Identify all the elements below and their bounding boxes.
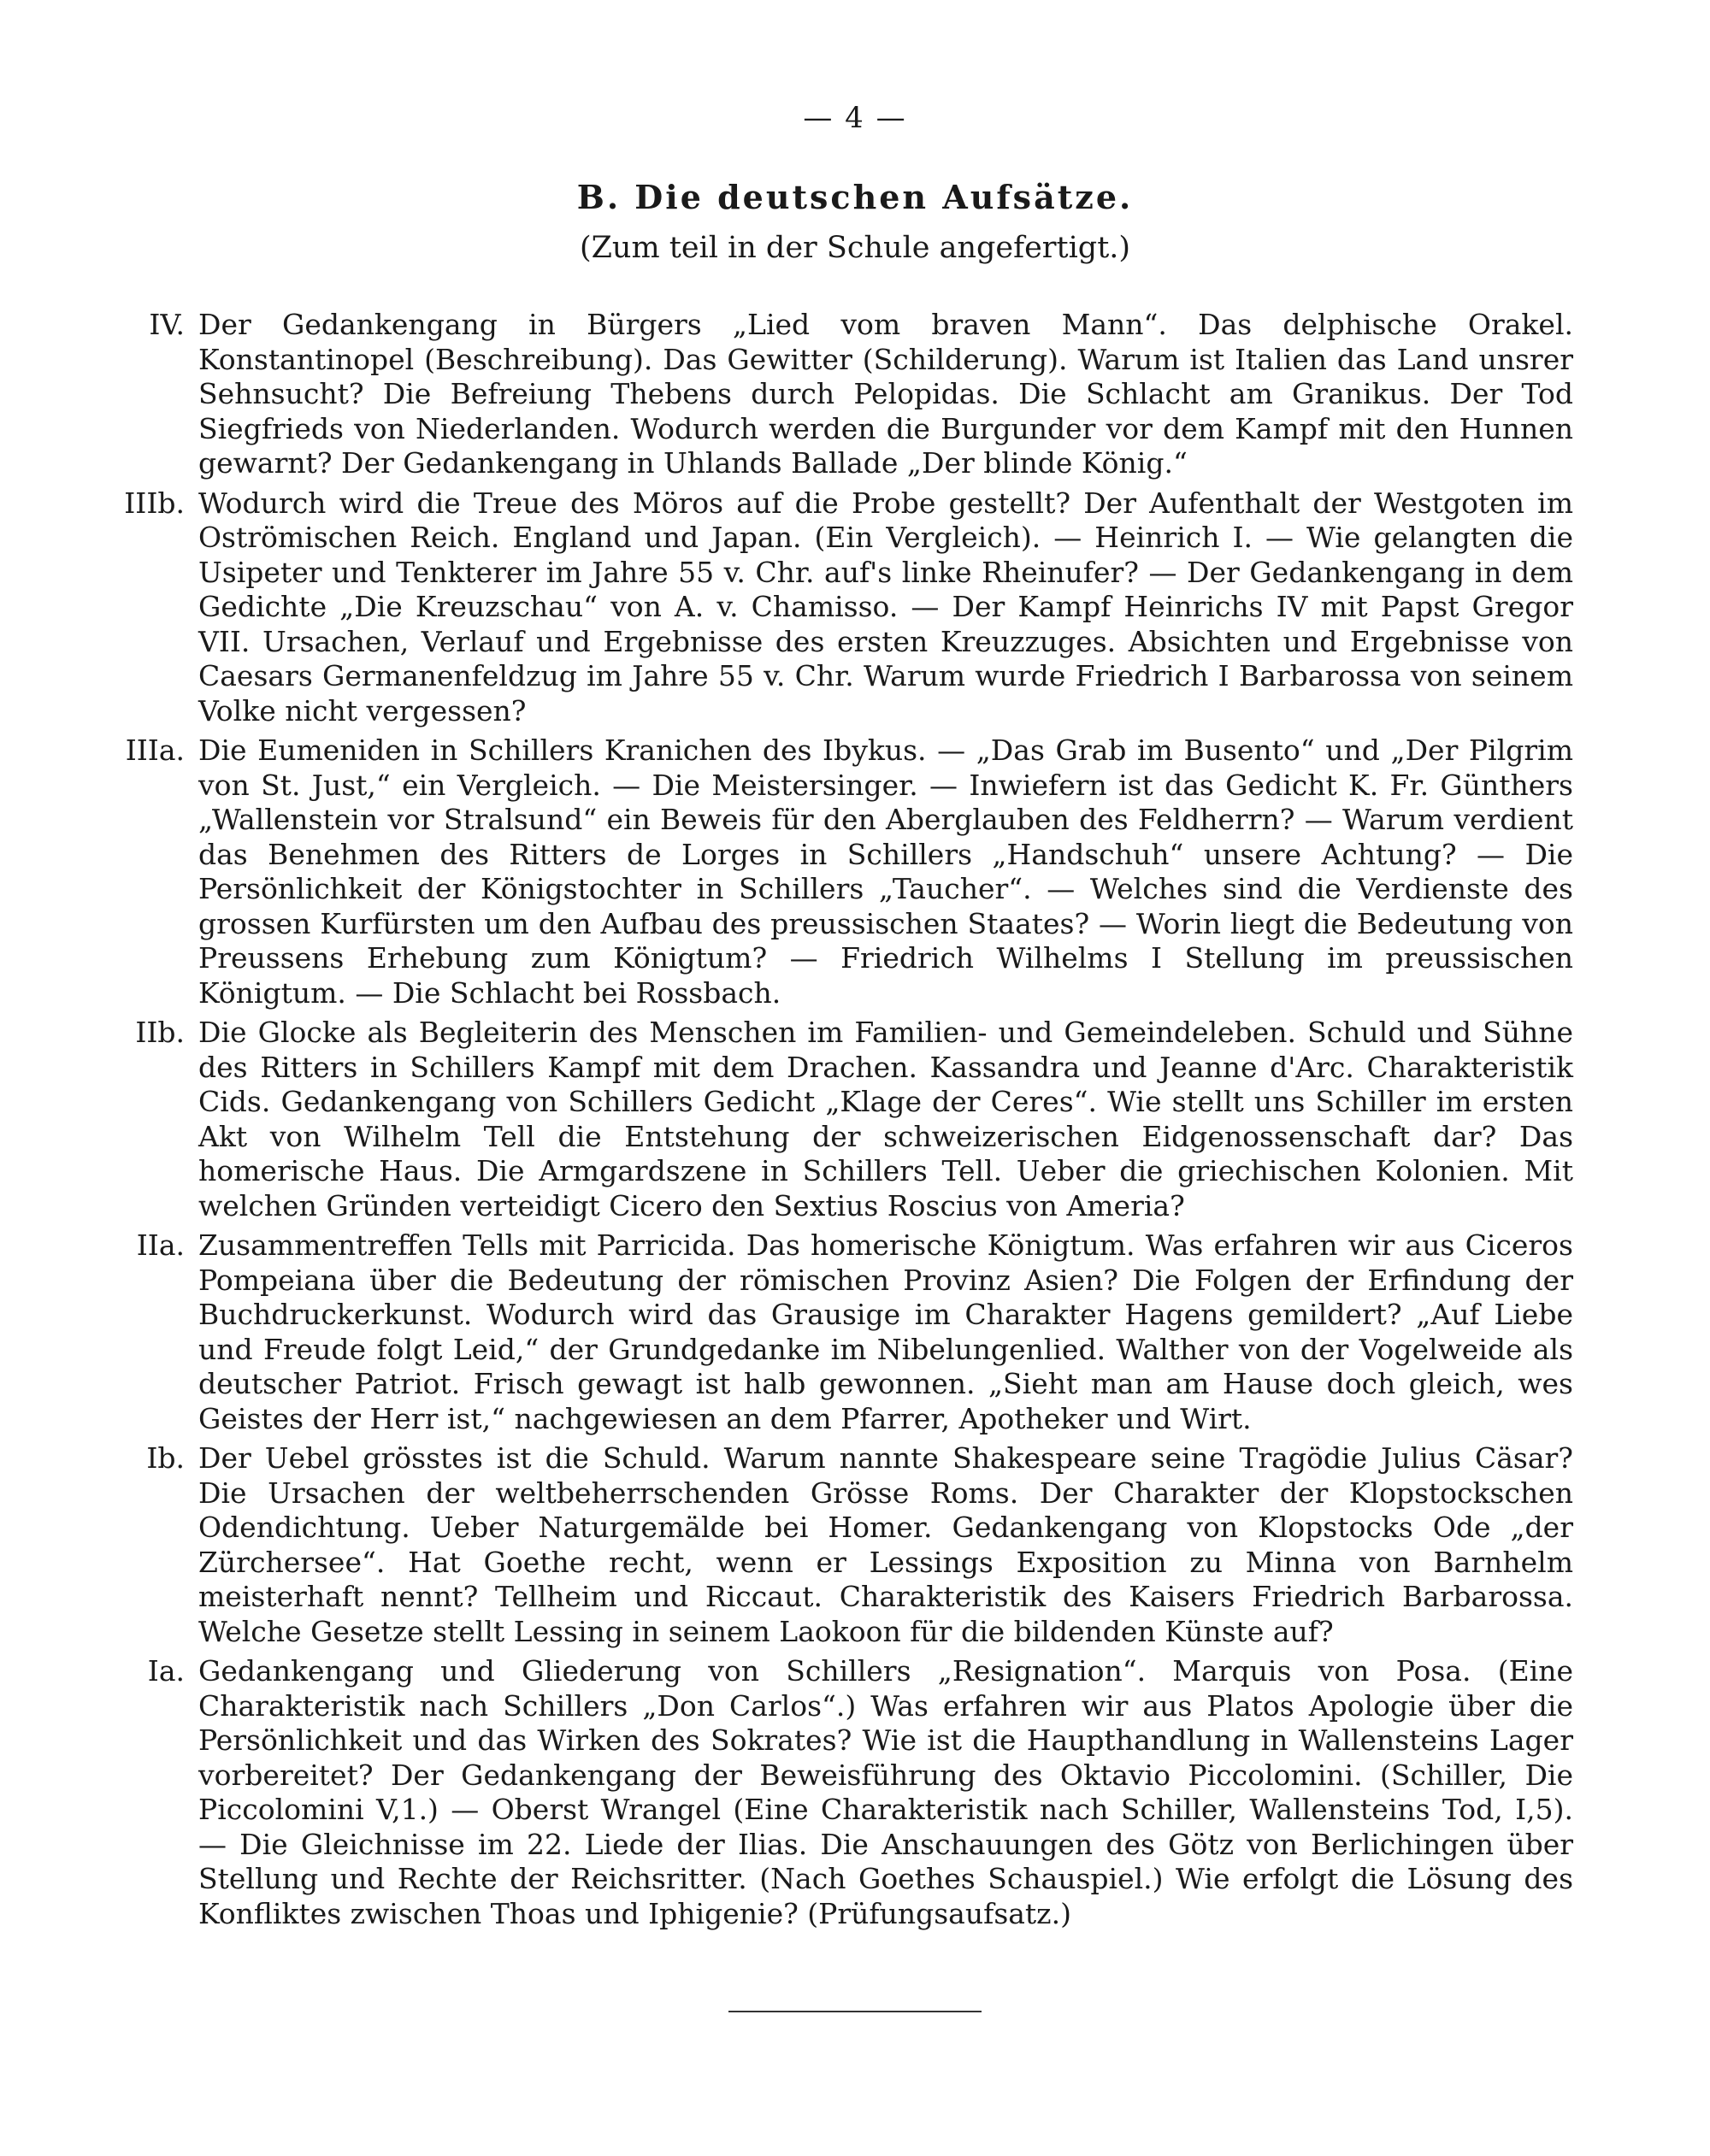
topics-text: Die Eumeniden in Schillers Kranichen des Ibykus. — „Das Grab im Busento“ und „Der Pilgrim von St. Just,“ ein Vergleich. — Die Meistersinger. — Inwiefern ist das Gedicht K. Fr. Günthers „Wallenstein vor Stralsund“ ein Beweis für den Aberglauben des Feldherrn? — Warum verdient das Benehmen des Ritters de Lorges in Schillers „Handschuh“ unsere Achtung? — Die Persönlichkeit der Königstochter in Schillers „Taucher“. — Welches sind die Verdienste des grossen Kurfürsten um den Aufbau des preussischen Staates? — Worin liegt die Bedeutung von Preussens Erhebung zum Königtum? — Friedrich Wilhelms I Stellung im preussischen Königtum. — Die Schlacht bei Rossbach. bbox=[198, 733, 1573, 1010]
list-item-class-iiib bbox=[103, 486, 1573, 729]
topics-text: Der Uebel grösstes ist die Schuld. Warum nannte Shakespeare seine Tragödie Julius Cäsar? Die Ursachen der weltbeherrschenden Grösse Roms. Der Charakter der Klopstockschen Odendichtung. Ueber Naturgemälde bei Homer. Gedankengang von Klopstocks Ode „der Zürchersee“. Hat Goethe recht, wenn er Lessings Exposition zu Minna von Barnhelm meisterhaft nennt? Tellheim und Riccaut. Charakteristik des Kaisers Friedrich Barbarossa. Welche Gesetze stellt Lessing in seinem Laokoon für die bildenden Künste auf? bbox=[198, 1441, 1573, 1648]
page-number: — 4 — bbox=[803, 101, 907, 135]
class-label: Ib. bbox=[146, 1441, 185, 1475]
class-label: IIIb. bbox=[124, 486, 185, 520]
essay-topics-list bbox=[103, 308, 1573, 1936]
topics-text: Wodurch wird die Treue des Möros auf die Probe gestellt? Der Aufenthalt der Westgoten im Oströmischen Reich. England und Japan. (Ein Vergleich). — Heinrich I. — Wie gelangten die Usipeter und Tenkterer im Jahre 55 v. Chr. auf's linke Rheinufer? — Der Gedankengang in dem Gedichte „Die Kreuzschau“ von A. v. Chamisso. — Der Kampf Heinrichs IV mit Papst Gregor VII. Ursachen, Verlauf und Ergebnisse des ersten Kreuzzuges. Absichten und Ergebnisse von Caesars Germanenfeldzug im Jahre 55 v. Chr. Warum wurde Friedrich I Barbarossa von seinem Volke nicht vergessen? bbox=[198, 486, 1573, 728]
list-item-class-iia bbox=[103, 1228, 1573, 1436]
section-subtitle: (Zum teil in der Schule angefertigt.) bbox=[579, 231, 1131, 265]
list-item-class-iv bbox=[103, 308, 1573, 481]
class-label: IIb. bbox=[135, 1016, 185, 1049]
list-item-class-iiia bbox=[103, 733, 1573, 1010]
section-divider bbox=[728, 2011, 982, 2012]
list-item-class-ib bbox=[103, 1441, 1573, 1649]
topics-text: Gedankengang und Gliederung von Schillers „Resignation“. Marquis von Posa. (Eine Charakteristik nach Schillers „Don Carlos“.) Was erfahren wir aus Platos Apologie über die Persönlichkeit und das Wirken des Sokrates? Wie ist die Haupthandlung in Wallensteins Lager vorbereitet? Der Gedankengang der Beweisführung des Oktavio Piccolomini. (Schiller, Die Piccolomini V,1.) — Oberst Wrangel (Eine Charakteristik nach Schiller, Wallensteins Tod, I,5). — Die Gleichnisse im 22. Liede der Ilias. Die Anschauungen des Götz von Berlichingen über Stellung und Rechte der Reichsritter. (Nach Goethes Schauspiel.) Wie erfolgt die Lösung des Konfliktes zwischen Thoas und Iphigenie? (Prüfungsaufsatz.) bbox=[198, 1654, 1573, 1930]
list-item-class-iib bbox=[103, 1016, 1573, 1223]
class-label: IIIa. bbox=[125, 733, 185, 767]
class-label: IV. bbox=[149, 308, 185, 341]
section-title: B. Die deutschen Aufsätze. bbox=[576, 178, 1134, 216]
list-item-class-ia bbox=[103, 1654, 1573, 1931]
class-label: IIa. bbox=[136, 1228, 185, 1262]
class-label: Ia. bbox=[147, 1654, 185, 1688]
topics-text: Zusammentreffen Tells mit Parricida. Das homerische Königtum. Was erfahren wir aus Ciceros Pompeiana über die Bedeutung der römischen Provinz Asien? Die Folgen der Erfindung der Buchdruckerkunst. Wodurch wird das Grausige im Charakter Hagens gemildert? „Auf Liebe und Freude folgt Leid,“ der Grundgedanke im Nibelungenlied. Walther von der Vogelweide als deutscher Patriot. Frisch gewagt ist halb gewonnen. „Sieht man am Hause doch gleich, wes Geistes der Herr ist,“ nachgewiesen an dem Pfarrer, Apotheker und Wirt. bbox=[198, 1228, 1573, 1435]
topics-text: Die Glocke als Begleiterin des Menschen im Familien- und Gemeindeleben. Schuld und Sühne des Ritters in Schillers Kampf mit dem Drachen. Kassandra und Jeanne d'Arc. Charakteristik Cids. Gedankengang von Schillers Gedicht „Klage der Ceres“. Wie stellt uns Schiller im ersten Akt von Wilhelm Tell die Entstehung der schweizerischen Eidgenossenschaft dar? Das homerische Haus. Die Armgardszene in Schillers Tell. Ueber die griechischen Kolonien. Mit welchen Gründen verteidigt Cicero den Sextius Roscius von Ameria? bbox=[198, 1016, 1573, 1222]
topics-text: Der Gedankengang in Bürgers „Lied vom braven Mann“. Das delphische Orakel. Konstantinopel (Beschreibung). Das Gewitter (Schilderung). Warum ist Italien das Land unsrer Sehnsucht? Die Befreiung Thebens durch Pelopidas. Die Schlacht am Granikus. Der Tod Siegfrieds von Niederlanden. Wodurch werden die Burgunder vor dem Kampf mit den Hunnen gewarnt? Der Gedankengang in Uhlands Ballade „Der blinde König.“ bbox=[198, 308, 1573, 480]
